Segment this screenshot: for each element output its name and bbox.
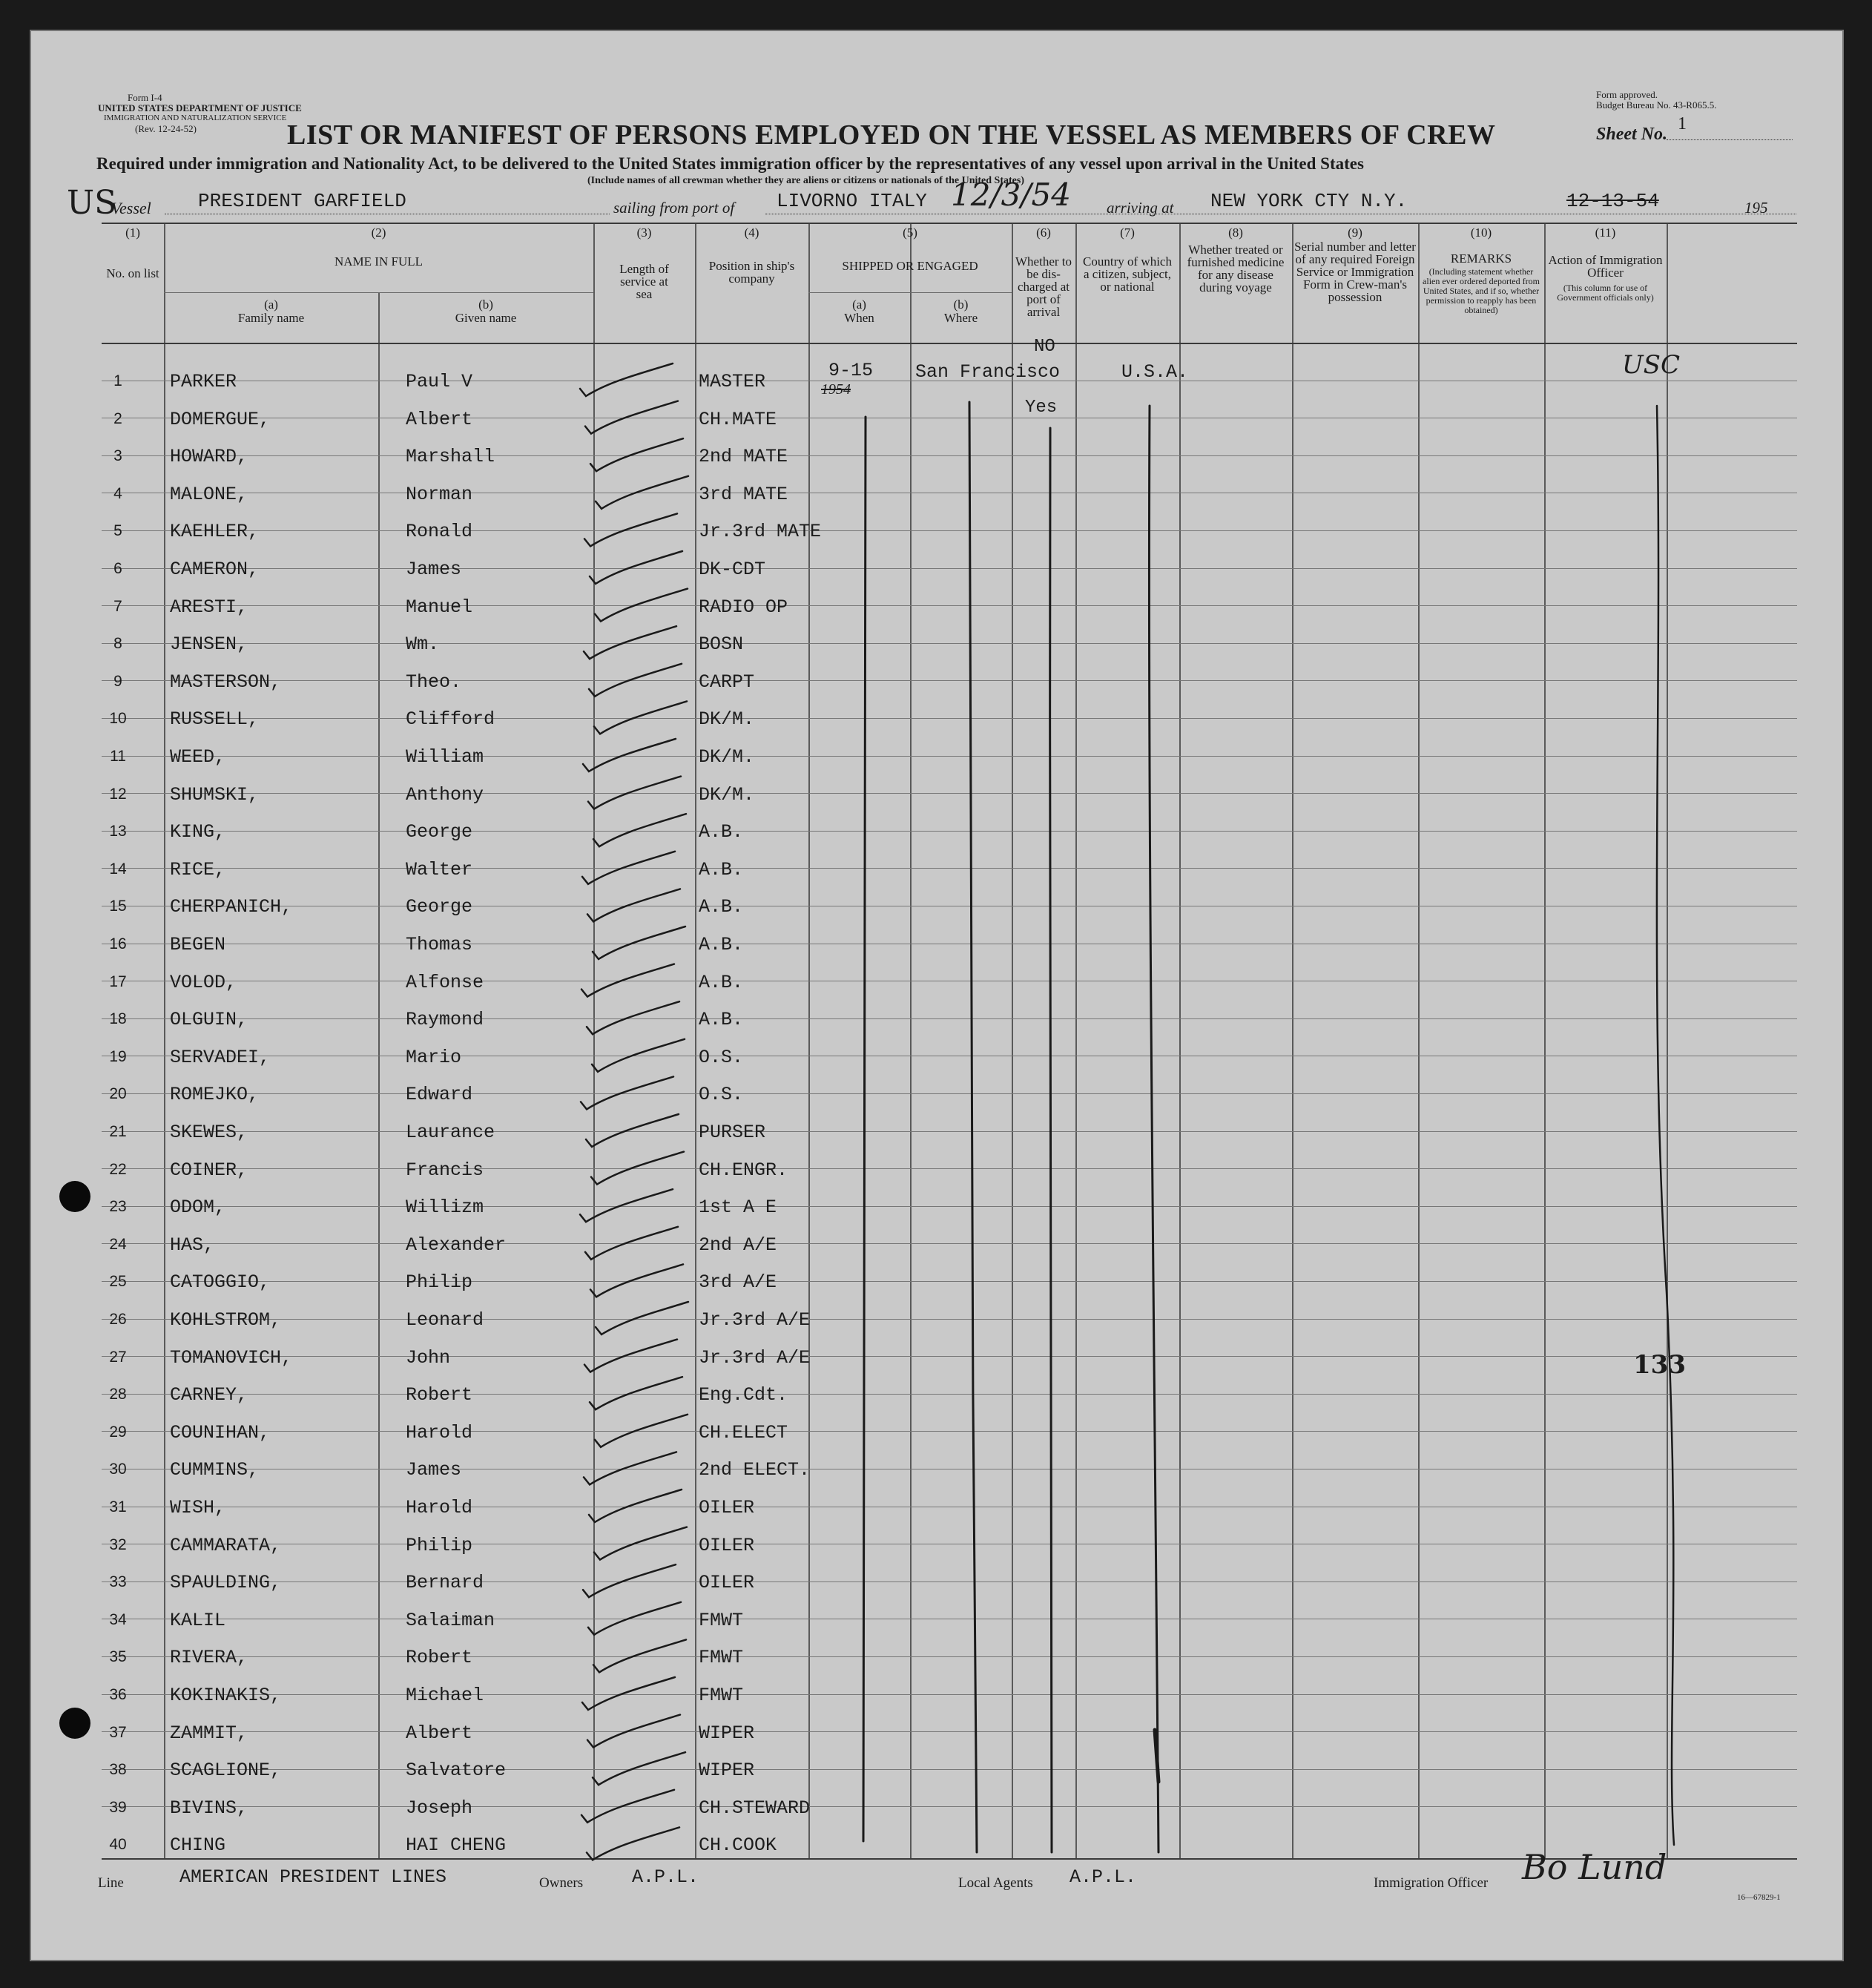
family-name: VOLOD, (170, 971, 237, 993)
family-name: KING, (170, 821, 226, 843)
agents-label: Local Agents (958, 1875, 1033, 1891)
check-mark (583, 1564, 676, 1597)
check-mark (580, 363, 673, 396)
header-when-a: (a) (852, 297, 866, 312)
check-mark (591, 1152, 684, 1185)
given-name: Theo. (406, 671, 462, 693)
check-mark (581, 1790, 674, 1823)
ditto-line-where (969, 402, 977, 1852)
row-number: 25 (109, 1273, 127, 1291)
position: MASTER (699, 371, 766, 392)
given-name: James (406, 559, 462, 580)
department-line: UNITED STATES DEPARTMENT OF JUSTICE (98, 102, 302, 113)
position: WIPER (699, 1760, 755, 1782)
check-mark (593, 926, 685, 959)
family-name: SERVADEI, (170, 1046, 271, 1068)
position: CH.ELECT (699, 1421, 788, 1444)
owners-value: A.P.L. (632, 1866, 699, 1888)
given-name: Albert (406, 1722, 473, 1744)
row-number: 38 (109, 1761, 127, 1779)
row-number: 10 (109, 710, 127, 728)
col-num-8: (8) (1228, 226, 1243, 240)
given-name: Francis (406, 1159, 484, 1181)
row-number: 2 (113, 409, 122, 427)
arrival-port: NEW YORK CTY N.Y. (1210, 190, 1408, 212)
header-action: Action of Immigration Officer (1548, 253, 1663, 280)
year-field: 195 (1744, 199, 1768, 217)
family-name: TOMANOVICH, (170, 1346, 293, 1369)
col-num-4: (4) (744, 226, 759, 240)
family-name: CAMERON, (170, 559, 260, 580)
check-mark (590, 1264, 683, 1297)
check-mark (596, 476, 688, 509)
given-name: Robert (406, 1647, 473, 1669)
row-number: 20 (109, 1085, 127, 1103)
position: DK/M. (699, 746, 755, 768)
row-number: 9 (113, 672, 122, 690)
given-name: Norman (406, 483, 473, 505)
family-name: MASTERSON, (170, 671, 282, 693)
col-num-5: (5) (903, 226, 917, 240)
given-name: Robert (406, 1384, 473, 1406)
check-mark (587, 889, 680, 921)
header-serial-number: Serial number and letter of any required Foreign Service or Immigration Form in Crew-man's possession (1294, 240, 1416, 304)
position: CH.STEWARD (699, 1797, 811, 1819)
family-name: ARESTI, (170, 596, 248, 618)
check-mark (582, 1677, 675, 1710)
row-number: 23 (109, 1198, 127, 1216)
sheet-number: 1 (1678, 114, 1687, 134)
header-where-b: (b) (953, 297, 969, 312)
family-name: JENSEN, (170, 633, 248, 656)
given-name: Edward (406, 1084, 473, 1106)
manifest-sheet (30, 30, 1844, 1961)
ditto-line-action (1657, 406, 1674, 1845)
position: DK-CDT (699, 559, 766, 580)
discharge-no: NO (1034, 337, 1055, 357)
country-value: U.S.A. (1121, 361, 1189, 383)
given-name: Raymond (406, 1009, 484, 1031)
col-num-2: (2) (371, 226, 386, 240)
check-mark (590, 551, 682, 584)
check-mark (583, 739, 676, 771)
position: O.S. (699, 1046, 744, 1068)
check-mark (592, 1039, 685, 1072)
row-number: 4 (113, 484, 122, 502)
row-number: 7 (113, 597, 122, 615)
position: OILER (699, 1497, 755, 1518)
row-number: 39 (109, 1798, 127, 1816)
position: 1st A E (699, 1197, 777, 1219)
discharge-yes: Yes (1025, 398, 1058, 418)
action-usc-handwritten: USC (1622, 350, 1680, 380)
col-num-10: (10) (1470, 226, 1492, 240)
check-mark (590, 438, 683, 471)
row-number: 26 (109, 1311, 127, 1328)
check-mark (595, 589, 688, 622)
header-given-name: Given name (455, 311, 517, 325)
family-name: CAMMARATA, (170, 1534, 282, 1556)
col-num-9: (9) (1348, 226, 1362, 240)
remarks-stamp-number: 133 (1633, 1350, 1686, 1380)
given-name: Clifford (406, 708, 495, 731)
service-line: IMMIGRATION AND NATURALIZATION SERVICE (104, 113, 287, 122)
position: 2nd A/E (699, 1234, 777, 1256)
check-mark (581, 1076, 673, 1109)
row-number: 37 (109, 1723, 127, 1741)
position: A.B. (699, 934, 744, 955)
position: Eng.Cdt. (699, 1384, 788, 1406)
row-number: 11 (110, 748, 126, 765)
position: WIPER (699, 1722, 755, 1744)
family-name: HAS, (170, 1234, 215, 1256)
family-name: BIVINS, (170, 1797, 248, 1819)
position: FMWT (699, 1685, 744, 1706)
arrival-date: 12-13-54 (1566, 190, 1659, 212)
check-mark (590, 1377, 682, 1409)
family-name: ODOM, (170, 1197, 226, 1219)
family-name: WEED, (170, 746, 226, 768)
family-name: SHUMSKI, (170, 783, 260, 806)
position: A.B. (699, 858, 744, 881)
punch-hole (59, 1181, 90, 1212)
service-check-marks (580, 363, 688, 1860)
given-name: Harold (406, 1421, 473, 1444)
position: A.B. (699, 821, 744, 843)
header-medicine: Whether treated or furnished medicine for any disease during voyage (1187, 243, 1285, 294)
row-number: 24 (109, 1235, 127, 1253)
header-remarks-note: (Including statement whether alien ever ordered deported from United States, and if so, whether permission to reapply has been obtained) (1423, 266, 1540, 315)
row-number: 3 (113, 447, 122, 465)
family-name: KOKINAKIS, (170, 1685, 282, 1706)
line-value: AMERICAN PRESIDENT LINES (179, 1866, 447, 1888)
given-name: Albert (406, 408, 473, 430)
position: Jr.3rd A/E (699, 1309, 811, 1331)
row-number: 12 (109, 785, 127, 803)
row-number: 40 (109, 1836, 127, 1854)
sailing-label: sailing from port of (613, 199, 735, 217)
given-name: Alfonse (406, 971, 484, 993)
given-name: Willizm (406, 1197, 484, 1219)
family-name: CUMMINS, (170, 1459, 260, 1481)
row-number: 13 (109, 823, 127, 840)
row-number: 14 (109, 860, 127, 878)
family-name: WISH, (170, 1497, 226, 1518)
officer-signature: Bo Lund (1522, 1847, 1667, 1887)
family-name: BEGEN (170, 934, 226, 955)
family-name: PARKER (170, 371, 237, 392)
given-name: Philip (406, 1271, 473, 1294)
check-mark (594, 701, 687, 734)
ditto-line-when (863, 417, 866, 1841)
check-mark (582, 852, 675, 884)
position: OILER (699, 1534, 755, 1556)
given-name: Alexander (406, 1234, 507, 1256)
check-mark (580, 1189, 673, 1222)
position: O.S. (699, 1084, 744, 1106)
position: A.B. (699, 971, 744, 993)
header-family-a: (a) (264, 297, 278, 312)
punch-hole (59, 1708, 90, 1739)
given-name: Thomas (406, 934, 473, 955)
family-name: COUNIHAN, (170, 1421, 271, 1444)
row-number: 35 (109, 1648, 127, 1666)
position: RADIO OP (699, 596, 788, 618)
sheet-label: Sheet No. (1596, 125, 1667, 144)
row-number: 22 (109, 1160, 127, 1178)
position: A.B. (699, 896, 744, 918)
header-country: Country of which a citizen, subject, or national (1083, 254, 1172, 294)
row-number: 29 (109, 1423, 127, 1441)
family-name: CARNEY, (170, 1384, 248, 1406)
row-number: 1 (113, 372, 122, 389)
header-where: Where (943, 311, 978, 325)
ditto-line-country (1149, 406, 1159, 1852)
check-mark (587, 1715, 680, 1748)
check-mark (589, 664, 682, 697)
position: BOSN (699, 633, 744, 656)
check-mark (596, 1302, 688, 1334)
check-mark (587, 1827, 679, 1860)
check-mark (594, 1527, 687, 1560)
position: Jr.3rd A/E (699, 1346, 811, 1369)
us-prefix: US (67, 184, 117, 222)
given-name: Harold (406, 1497, 473, 1518)
col-num-1: (1) (125, 226, 140, 240)
form-code: 16—67829-1 (1737, 1893, 1781, 1902)
position: PURSER (699, 1122, 766, 1143)
given-name: John (406, 1346, 451, 1369)
header-no-on-list: No. on list (106, 266, 159, 280)
header-length-of-service: Length of service at sea (619, 262, 669, 301)
family-name: SKEWES, (170, 1122, 248, 1143)
family-name: SPAULDING, (170, 1572, 282, 1594)
family-name: MALONE, (170, 483, 248, 505)
given-name: Paul V (406, 371, 473, 392)
row-number: 18 (109, 1010, 127, 1028)
shipped-when: 9-15 (828, 360, 874, 381)
family-name: KAEHLER, (170, 521, 260, 543)
given-name: Walter (406, 858, 473, 881)
given-name: James (406, 1459, 462, 1481)
position: OILER (699, 1572, 755, 1594)
family-name: ROMEJKO, (170, 1084, 260, 1106)
check-mark (593, 1752, 685, 1785)
check-mark (584, 513, 677, 546)
header-when: When (844, 311, 874, 325)
check-mark (584, 1340, 677, 1372)
row-number: 34 (109, 1610, 127, 1628)
position: CH.ENGR. (699, 1159, 788, 1181)
agents-value: A.P.L. (1070, 1866, 1137, 1888)
owners-label: Owners (539, 1875, 584, 1891)
ditto-line-discharge (1050, 428, 1052, 1852)
given-name: Salvatore (406, 1760, 507, 1782)
header-position: Position in ship's company (708, 259, 795, 286)
family-name: DOMERGUE, (170, 408, 271, 430)
page-title: LIST OR MANIFEST OF PERSONS EMPLOYED ON THE VESSEL AS MEMBERS OF CREW (287, 119, 1496, 151)
position: FMWT (699, 1647, 744, 1669)
position: 2nd MATE (699, 446, 788, 468)
header-action-note: (This column for use of Government officials only) (1557, 283, 1654, 303)
position: 3rd A/E (699, 1271, 777, 1294)
given-name: Salaiman (406, 1609, 495, 1631)
position: 2nd ELECT. (699, 1459, 811, 1481)
family-name: ZAMMIT, (170, 1722, 248, 1744)
header-name-in-full: NAME IN FULL (334, 254, 423, 269)
form-approved: Form approved. (1596, 89, 1658, 100)
check-mark (588, 1602, 681, 1635)
given-name: Leonard (406, 1309, 484, 1331)
check-mark (595, 1415, 688, 1447)
shipped-where: San Francisco (915, 361, 1061, 383)
row-number: 21 (109, 1123, 127, 1140)
row-number: 32 (109, 1536, 127, 1553)
vessel-name: PRESIDENT GARFIELD (198, 190, 406, 212)
position: Jr.3rd MATE (699, 521, 822, 543)
position: CH.MATE (699, 408, 777, 430)
position: 3rd MATE (699, 483, 788, 505)
position: A.B. (699, 1009, 744, 1031)
family-name: COINER, (170, 1159, 248, 1181)
row-number: 19 (109, 1047, 127, 1065)
given-name: Wm. (406, 633, 440, 656)
form-number: Form I-4 (128, 92, 162, 103)
row-number: 36 (109, 1686, 127, 1703)
row-number: 27 (109, 1348, 127, 1366)
check-mark (584, 626, 676, 659)
officer-label: Immigration Officer (1374, 1875, 1489, 1891)
family-name: RIVERA, (170, 1647, 248, 1669)
check-mark (585, 1227, 678, 1260)
given-name: Marshall (406, 446, 495, 468)
arriving-label: arriving at (1107, 199, 1174, 217)
port-of-departure: LIVORNO ITALY (777, 190, 927, 212)
family-name: CHERPANICH, (170, 896, 293, 918)
family-name: OLGUIN, (170, 1009, 248, 1031)
check-mark (593, 1639, 686, 1672)
given-name: Michael (406, 1685, 484, 1706)
header-discharged: Whether to be dis-charged at port of arrival (1015, 254, 1072, 319)
given-name: Bernard (406, 1572, 484, 1594)
position: DK/M. (699, 708, 755, 731)
given-name: George (406, 896, 473, 918)
given-name: William (406, 746, 484, 768)
family-name: CATOGGIO, (170, 1271, 271, 1294)
check-mark (586, 1114, 679, 1147)
header-family-name: Family name (237, 311, 305, 325)
subtitle: Required under immigration and Nationality Act, to be delivered to the United States immigration officer by the representatives of any vessel upon arrival in the United States (96, 154, 1364, 173)
header-remarks: REMARKS (1450, 251, 1512, 266)
row-number: 8 (113, 635, 122, 653)
given-name: Philip (406, 1534, 473, 1556)
given-name: Ronald (406, 521, 473, 543)
family-name: RICE, (170, 858, 226, 881)
vessel-label: Vessel (111, 199, 151, 217)
row-number: 31 (109, 1498, 127, 1515)
given-name: Manuel (406, 596, 473, 618)
handwriting-overlay (31, 31, 1842, 1960)
line-label: Line (98, 1875, 124, 1891)
col-num-3: (3) (636, 226, 652, 240)
position: CH.COOK (699, 1834, 777, 1857)
family-name: CHING (170, 1834, 226, 1857)
check-mark (588, 777, 681, 809)
given-name: Joseph (406, 1797, 473, 1819)
family-name: SCAGLIONE, (170, 1760, 282, 1782)
row-number: 17 (109, 972, 127, 990)
budget-bureau: Budget Bureau No. 43-R065.5. (1596, 99, 1717, 111)
given-name: Laurance (406, 1122, 495, 1143)
check-mark (589, 1490, 682, 1522)
position: DK/M. (699, 783, 755, 806)
header-given-b: (b) (478, 297, 493, 312)
position: CARPT (699, 671, 755, 693)
revision-date: (Rev. 12-24-52) (135, 123, 197, 134)
given-name: HAI CHENG (406, 1834, 507, 1857)
row-number: 28 (109, 1386, 127, 1403)
col-num-7: (7) (1120, 226, 1135, 240)
row-number: 6 (113, 560, 122, 577)
given-name: George (406, 821, 473, 843)
instruction-note: (Include names of all crewman whether they are aliens or citizens or nationals of the United States) (587, 175, 1024, 186)
col-num-11: (11) (1595, 226, 1616, 240)
given-name: Anthony (406, 783, 484, 806)
family-name: KALIL (170, 1609, 226, 1631)
position: FMWT (699, 1609, 744, 1631)
row-number: 30 (109, 1461, 127, 1478)
family-name: HOWARD, (170, 446, 248, 468)
row-number: 16 (109, 935, 127, 952)
departure-date-handwritten: 12/3/54 (951, 177, 1071, 213)
check-mark (581, 964, 674, 997)
check-mark (585, 401, 678, 434)
check-mark (593, 814, 686, 846)
row-number: 33 (109, 1573, 127, 1591)
check-mark (587, 1001, 679, 1034)
row-number: 15 (109, 898, 127, 915)
given-name: Mario (406, 1046, 462, 1068)
family-name: RUSSELL, (170, 708, 260, 731)
header-shipped-or-engaged: SHIPPED OR ENGAGED (842, 259, 978, 273)
col-num-6: (6) (1036, 226, 1051, 240)
shipped-year-handwritten: 1954 (821, 381, 851, 398)
family-name: KOHLSTROM, (170, 1309, 282, 1331)
row-number: 5 (113, 522, 122, 540)
check-mark (584, 1452, 676, 1484)
